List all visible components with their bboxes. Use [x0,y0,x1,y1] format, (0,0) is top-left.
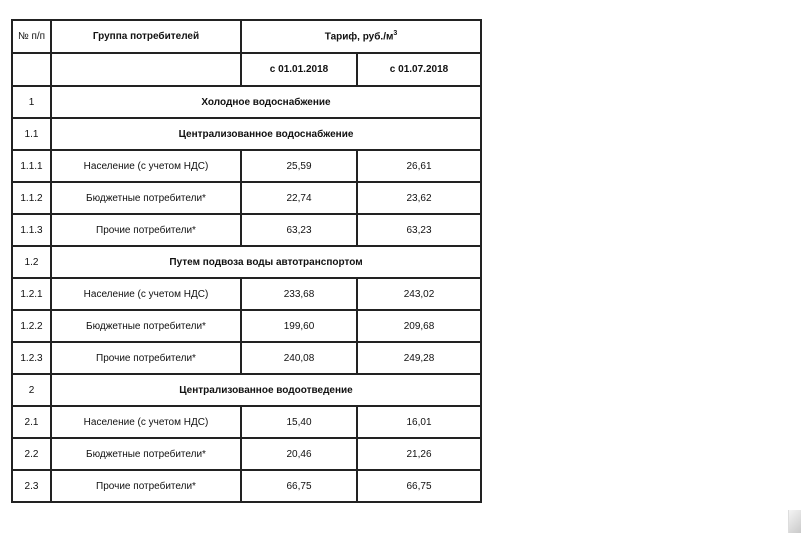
consumer-group: Прочие потребители* [51,214,241,246]
tariff-value-1: 66,75 [241,470,357,502]
consumer-group: Прочие потребители* [51,342,241,374]
row-number: 1.2 [12,246,51,278]
table-row [12,150,481,182]
row-number: 1.1.1 [12,150,51,182]
tariff-value-1: 25,59 [241,150,357,182]
tariff-value-1: 15,40 [241,406,357,438]
consumer-group: Прочие потребители* [51,470,241,502]
tariff-table [11,19,482,503]
section-row [12,86,481,118]
section-row [12,118,481,150]
table-row [12,278,481,310]
tariff-value-2: 66,75 [357,470,481,502]
header-row [12,20,481,53]
header-tariff-label: Тариф, руб./м [324,31,394,43]
section-title: Централизованное водоснабжение [51,118,481,150]
tariff-value-2: 243,02 [357,278,481,310]
header-tariff-sup: 3 [393,30,398,38]
empty-cell [51,53,241,86]
tariff-value-1: 63,23 [241,214,357,246]
row-number: 1.1.2 [12,182,51,214]
table-row [12,406,481,438]
section-title: Централизованное водоотведение [51,374,481,406]
tariff-value-2: 209,68 [357,310,481,342]
consumer-group: Бюджетные потребители* [51,438,241,470]
section-row [12,374,481,406]
row-number: 1.1 [12,118,51,150]
consumer-group: Бюджетные потребители* [51,310,241,342]
tariff-value-1: 20,46 [241,438,357,470]
table-row [12,470,481,502]
header-dates-row [12,53,481,86]
header-date2: с 01.07.2018 [357,53,481,86]
header-date1: с 01.01.2018 [241,53,357,86]
consumer-group: Население (с учетом НДС) [51,150,241,182]
row-number: 1.2.2 [12,310,51,342]
row-number: 2 [12,374,51,406]
header-num: № п/п [12,20,51,53]
header-tariff [241,20,481,53]
table-row [12,438,481,470]
row-number: 1 [12,86,51,118]
row-number: 1.1.3 [12,214,51,246]
row-number: 2.3 [12,470,51,502]
table-row [12,342,481,374]
table-row [12,310,481,342]
consumer-group: Население (с учетом НДС) [51,406,241,438]
row-number: 1.2.3 [12,342,51,374]
tariff-value-2: 23,62 [357,182,481,214]
row-number: 2.1 [12,406,51,438]
tariff-value-1: 199,60 [241,310,357,342]
tariff-value-2: 16,01 [357,406,481,438]
tariff-value-1: 240,08 [241,342,357,374]
section-title: Холодное водоснабжение [51,86,481,118]
section-row [12,246,481,278]
tariff-value-1: 22,74 [241,182,357,214]
table-row [12,214,481,246]
tariff-value-2: 21,26 [357,438,481,470]
tariff-value-1: 233,68 [241,278,357,310]
row-number: 1.2.1 [12,278,51,310]
row-number: 2.2 [12,438,51,470]
tariff-value-2: 249,28 [357,342,481,374]
tariff-value-2: 26,61 [357,150,481,182]
tariff-value-2: 63,23 [357,214,481,246]
header-group: Группа потребителей [51,20,241,53]
resize-handle-icon[interactable] [788,510,801,533]
section-title: Путем подвоза воды автотранспортом [51,246,481,278]
table-row [12,182,481,214]
empty-cell [12,53,51,86]
consumer-group: Бюджетные потребители* [51,182,241,214]
consumer-group: Население (с учетом НДС) [51,278,241,310]
